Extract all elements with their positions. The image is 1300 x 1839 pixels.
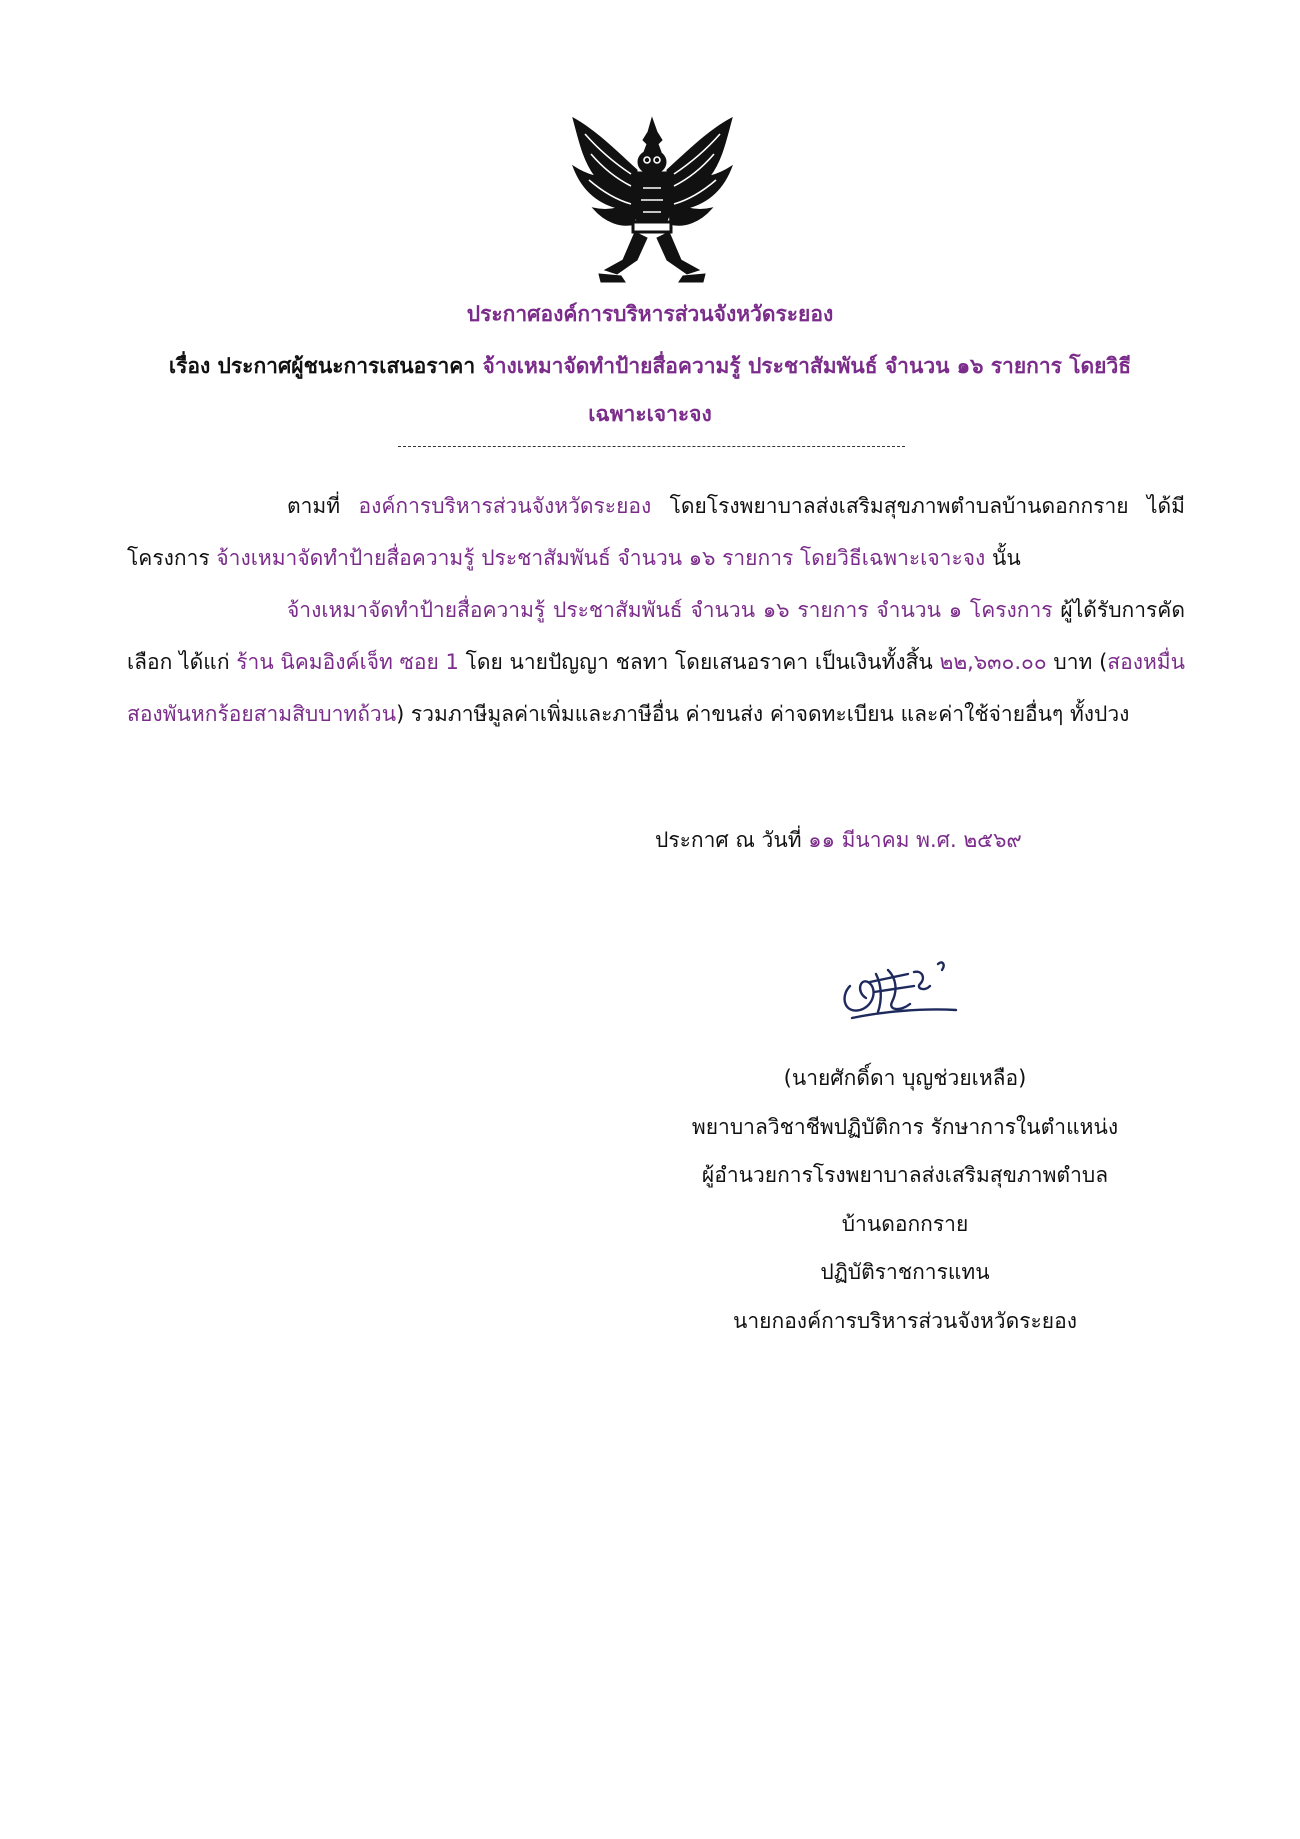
signer-title-3: บ้านดอกกราย	[841, 1211, 969, 1236]
subject-project: จ้างเหมาจัดทำป้ายสื่อความรู้ ประชาสัมพันธ์ จำนวน ๑๖ รายการ โดยวิธี	[482, 354, 1132, 378]
dashed-divider	[398, 446, 905, 447]
signature-block	[640, 1054, 1170, 1345]
subject-line-cont	[100, 386, 1200, 442]
signer-title-1: พยาบาลวิชาชีพปฏิบัติการ รักษาการในตำแหน่ง	[691, 1114, 1119, 1139]
signer-name: (นายศักดิ์ดา บุญช่วยเหลือ)	[783, 1066, 1027, 1090]
p1-project: จ้างเหมาจัดทำป้ายสื่อความรู้ ประชาสัมพันธ์ จำนวน ๑๖ รายการ โดยวิธีเฉพาะเจาะจง	[216, 546, 986, 570]
paragraph-intro	[127, 480, 1185, 584]
p1-org: องค์การบริหารส่วนจังหวัดระยอง	[358, 494, 652, 518]
p2-amount-words: สองหมื่นสองพันหกร้อยสามสิบบาทถ้วน	[127, 650, 1185, 726]
announcement-date	[655, 814, 1022, 866]
subject-prefix: เรื่อง ประกาศผู้ชนะการเสนอราคา	[168, 354, 476, 378]
p2-project: จ้างเหมาจัดทำป้ายสื่อความรู้ ประชาสัมพันธ์ จำนวน ๑๖ รายการ จำนวน ๑ โครงการ	[287, 598, 1053, 622]
p1-lead: ตามที่	[287, 494, 341, 518]
signer-title-4: ปฏิบัติราชการแทน	[820, 1260, 990, 1284]
p2-amount: ๒๒,๖๓๐.๐๐	[939, 650, 1047, 674]
p2-selected: ผู้ได้รับการคัดเลือก ได้แก่	[127, 598, 1185, 674]
agency-line: ประกาศองค์การบริหารส่วนจังหวัดระยอง	[466, 302, 834, 326]
signer-title-2: ผู้อำนวยการโรงพยาบาลส่งเสริมสุขภาพตำบล	[701, 1163, 1109, 1187]
p2-vendor: ร้าน นิคมอิงค์เจ็ท ซอย 1	[236, 650, 459, 674]
garuda-emblem-icon	[565, 110, 740, 290]
date-prefix: ประกาศ ณ วันที่	[655, 828, 802, 852]
date-value: ๑๑ มีนาคม พ.ศ. ๒๕๖๙	[808, 828, 1022, 852]
handwritten-signature-icon	[830, 952, 980, 1024]
signer-title-5: นายกองค์การบริหารส่วนจังหวัดระยอง	[733, 1308, 1077, 1333]
p1-tail: นั้น	[991, 546, 1021, 570]
p1-mid: โดยโรงพยาบาลส่งเสริมสุขภาพตำบลบ้านดอกกราย ได้มีโครงการ	[127, 494, 1185, 570]
paragraph-winner	[127, 584, 1185, 740]
subject-method: เฉพาะเจาะจง	[588, 402, 712, 426]
announcement-title	[100, 286, 1200, 342]
p2-by: โดย นายปัญญา ชลทา โดยเสนอราคา เป็นเงินทั้งสิ้น	[465, 650, 933, 674]
p2-tail: ) รวมภาษีมูลค่าเพิ่มและภาษีอื่น ค่าขนส่ง ค่าจดทะเบียน และค่าใช้จ่ายอื่นๆ ทั้งปวง	[396, 702, 1130, 726]
p2-currency: บาท (	[1053, 650, 1108, 674]
